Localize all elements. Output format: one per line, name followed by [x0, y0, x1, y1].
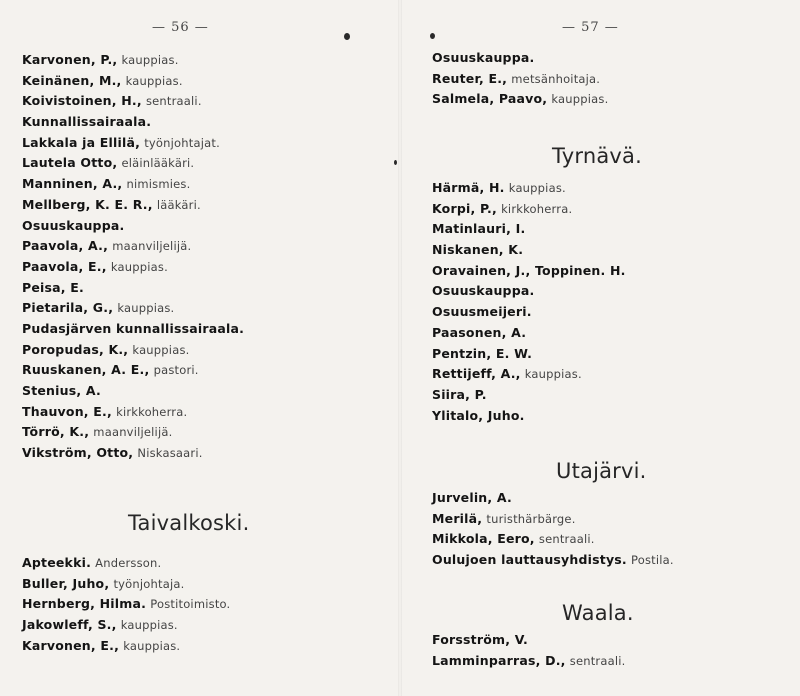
section-heading: Taivalkoski. — [128, 511, 250, 535]
right-page — [400, 0, 800, 696]
entry-name: Ylitalo, Juho. — [432, 407, 525, 423]
entry-description: kauppias. — [125, 73, 183, 88]
directory-entry — [432, 509, 674, 530]
directory-entry — [22, 636, 230, 657]
entry-name: Pentzin, E. W. — [432, 345, 533, 361]
directory-entry — [22, 133, 244, 154]
entry-list — [22, 50, 244, 464]
entry-description: kauppias. — [120, 618, 178, 633]
entry-description: pastori. — [153, 363, 199, 378]
entry-name: Pudasjärven kunnallissairaala. — [22, 320, 245, 336]
entry-description: kauppias. — [524, 367, 582, 382]
entry-name: Härmä, H. — [432, 180, 505, 195]
directory-entry — [22, 71, 244, 92]
entry-name: Paavola, A., — [22, 238, 109, 254]
entry-name: Lautela Otto, — [22, 155, 118, 171]
entry-description: työnjohtaja. — [113, 576, 185, 591]
directory-entry — [22, 422, 244, 443]
entry-description: lääkäri. — [156, 197, 201, 212]
entry-name: Stenius, A. — [22, 383, 101, 398]
entry-name: Kunnallissairaala. — [22, 114, 152, 130]
entry-name: Peisa, E. — [22, 279, 84, 295]
entry-description: maanviljelijä. — [112, 239, 192, 254]
entry-description: työnjohtajat. — [144, 135, 220, 150]
entry-description: eläinlääkäri. — [121, 156, 195, 171]
entry-description: nimismies. — [126, 177, 191, 192]
entry-description: kauppias. — [551, 92, 609, 107]
directory-entry — [432, 550, 674, 571]
directory-entry — [22, 574, 230, 595]
directory-entry — [432, 344, 626, 365]
directory-entry — [432, 48, 608, 69]
entry-list — [432, 630, 625, 671]
directory-entry — [432, 178, 626, 199]
entry-name: Korpi, P., — [432, 200, 497, 216]
entry-name: Oravainen, J., Toppinen. H. — [432, 262, 626, 278]
entry-name: Manninen, A., — [22, 176, 123, 192]
entry-description: kauppias. — [117, 301, 175, 316]
directory-entry — [22, 216, 244, 237]
directory-entry — [432, 651, 625, 672]
entry-name: Matinlauri, I. — [432, 221, 526, 237]
directory-entry — [22, 153, 244, 174]
entry-name: Jurvelin, A. — [432, 490, 512, 505]
directory-entry — [22, 298, 244, 319]
directory-entry — [22, 594, 230, 615]
directory-entry — [22, 257, 244, 278]
entry-name: Keinänen, M., — [22, 72, 122, 88]
entry-name: Jakowleff, S., — [22, 617, 117, 633]
entry-name: Forsström, V. — [432, 632, 528, 647]
entry-description: Postitoimisto. — [150, 597, 231, 612]
directory-entry — [432, 630, 625, 651]
entry-name: Apteekki. — [22, 555, 92, 570]
directory-entry — [432, 240, 626, 261]
directory-entry — [22, 91, 244, 112]
directory-entry — [432, 323, 626, 344]
entry-description: sentraali. — [145, 94, 202, 109]
entry-name: Hernberg, Hilma. — [22, 596, 147, 612]
directory-entry — [432, 385, 626, 406]
section-heading: Tyrnävä. — [552, 144, 642, 168]
page-number: — 57 — — [562, 20, 619, 35]
entry-name: Ruuskanen, A. E., — [22, 362, 150, 378]
directory-entry — [432, 488, 674, 509]
directory-entry — [432, 529, 674, 550]
directory-entry — [22, 340, 244, 361]
directory-entry — [432, 219, 626, 240]
entry-name: Reuter, E., — [432, 70, 508, 86]
entry-name: Lamminparras, D., — [432, 652, 566, 668]
entry-description: sentraali. — [538, 532, 595, 547]
entry-name: Merilä, — [432, 510, 483, 526]
section-heading: Waala. — [562, 601, 634, 625]
directory-entry — [22, 402, 244, 423]
directory-entry — [22, 319, 244, 340]
entry-description: kauppias. — [132, 342, 190, 357]
entry-description: kirkkoherra. — [116, 404, 188, 419]
entry-name: Karvonen, E., — [22, 637, 120, 653]
directory-entry — [22, 112, 244, 133]
entry-description: Postila. — [631, 553, 674, 568]
entry-description: kauppias. — [110, 259, 168, 274]
page-number: — 56 — — [152, 20, 209, 35]
directory-entry — [22, 50, 244, 71]
entry-name: Törrö, K., — [22, 424, 90, 440]
entry-name: Poropudas, K., — [22, 341, 129, 357]
directory-entry — [432, 69, 608, 90]
entry-description: maanviljelijä. — [93, 425, 173, 440]
entry-name: Osuuskauppa. — [22, 217, 125, 233]
directory-entry — [22, 195, 244, 216]
directory-entry — [432, 302, 626, 323]
entry-name: Mellberg, K. E. R., — [22, 196, 153, 212]
directory-entry — [22, 278, 244, 299]
entry-description: Andersson. — [95, 556, 162, 570]
entry-name: Pietarila, G., — [22, 300, 114, 316]
directory-entry — [22, 381, 244, 402]
entry-description: turisthärbärge. — [486, 511, 576, 526]
entry-name: Salmela, Paavo, — [432, 91, 548, 107]
entry-list — [22, 553, 230, 656]
entry-description: sentraali. — [569, 653, 626, 668]
entry-description: kauppias. — [121, 53, 179, 67]
entry-name: Vikström, Otto, — [22, 445, 134, 461]
entry-description: kauppias. — [123, 638, 181, 653]
entry-name: Karvonen, P., — [22, 52, 118, 67]
entry-description: Niskasaari. — [137, 446, 203, 461]
directory-entry — [432, 364, 626, 385]
entry-name: Oulujoen lauttausyhdistys. — [432, 552, 627, 568]
entry-list — [432, 178, 626, 426]
directory-entry — [22, 553, 230, 574]
directory-entry — [22, 174, 244, 195]
entry-list — [432, 488, 674, 571]
entry-name: Rettijeff, A., — [432, 366, 521, 382]
section-heading: Utajärvi. — [556, 459, 647, 483]
directory-entry — [432, 406, 626, 427]
entry-name: Paasonen, A. — [432, 324, 527, 340]
entry-name: Thauvon, E., — [22, 403, 112, 419]
entry-description: kirkkoherra. — [501, 201, 573, 216]
directory-entry — [22, 443, 244, 464]
entry-name: Niskanen, K. — [432, 242, 524, 258]
entry-list — [432, 48, 608, 110]
entry-name: Osuusmeijeri. — [432, 304, 532, 320]
entry-name: Koivistoinen, H., — [22, 93, 142, 109]
directory-entry — [432, 281, 626, 302]
directory-entry — [22, 360, 244, 381]
entry-name: Osuuskauppa. — [432, 50, 535, 65]
entry-name: Siira, P. — [432, 386, 487, 402]
entry-name: Paavola, E., — [22, 258, 107, 274]
entry-name: Osuuskauppa. — [432, 283, 535, 299]
directory-entry — [22, 236, 244, 257]
entry-name: Mikkola, Eero, — [432, 531, 535, 547]
directory-entry — [432, 261, 626, 282]
directory-entry — [432, 89, 608, 110]
entry-description: kauppias. — [508, 181, 566, 195]
entry-name: Lakkala ja Ellilä, — [22, 134, 141, 150]
directory-entry — [432, 199, 626, 220]
entry-description: metsänhoitaja. — [511, 71, 601, 86]
directory-entry — [22, 615, 230, 636]
entry-name: Buller, Juho, — [22, 575, 110, 591]
